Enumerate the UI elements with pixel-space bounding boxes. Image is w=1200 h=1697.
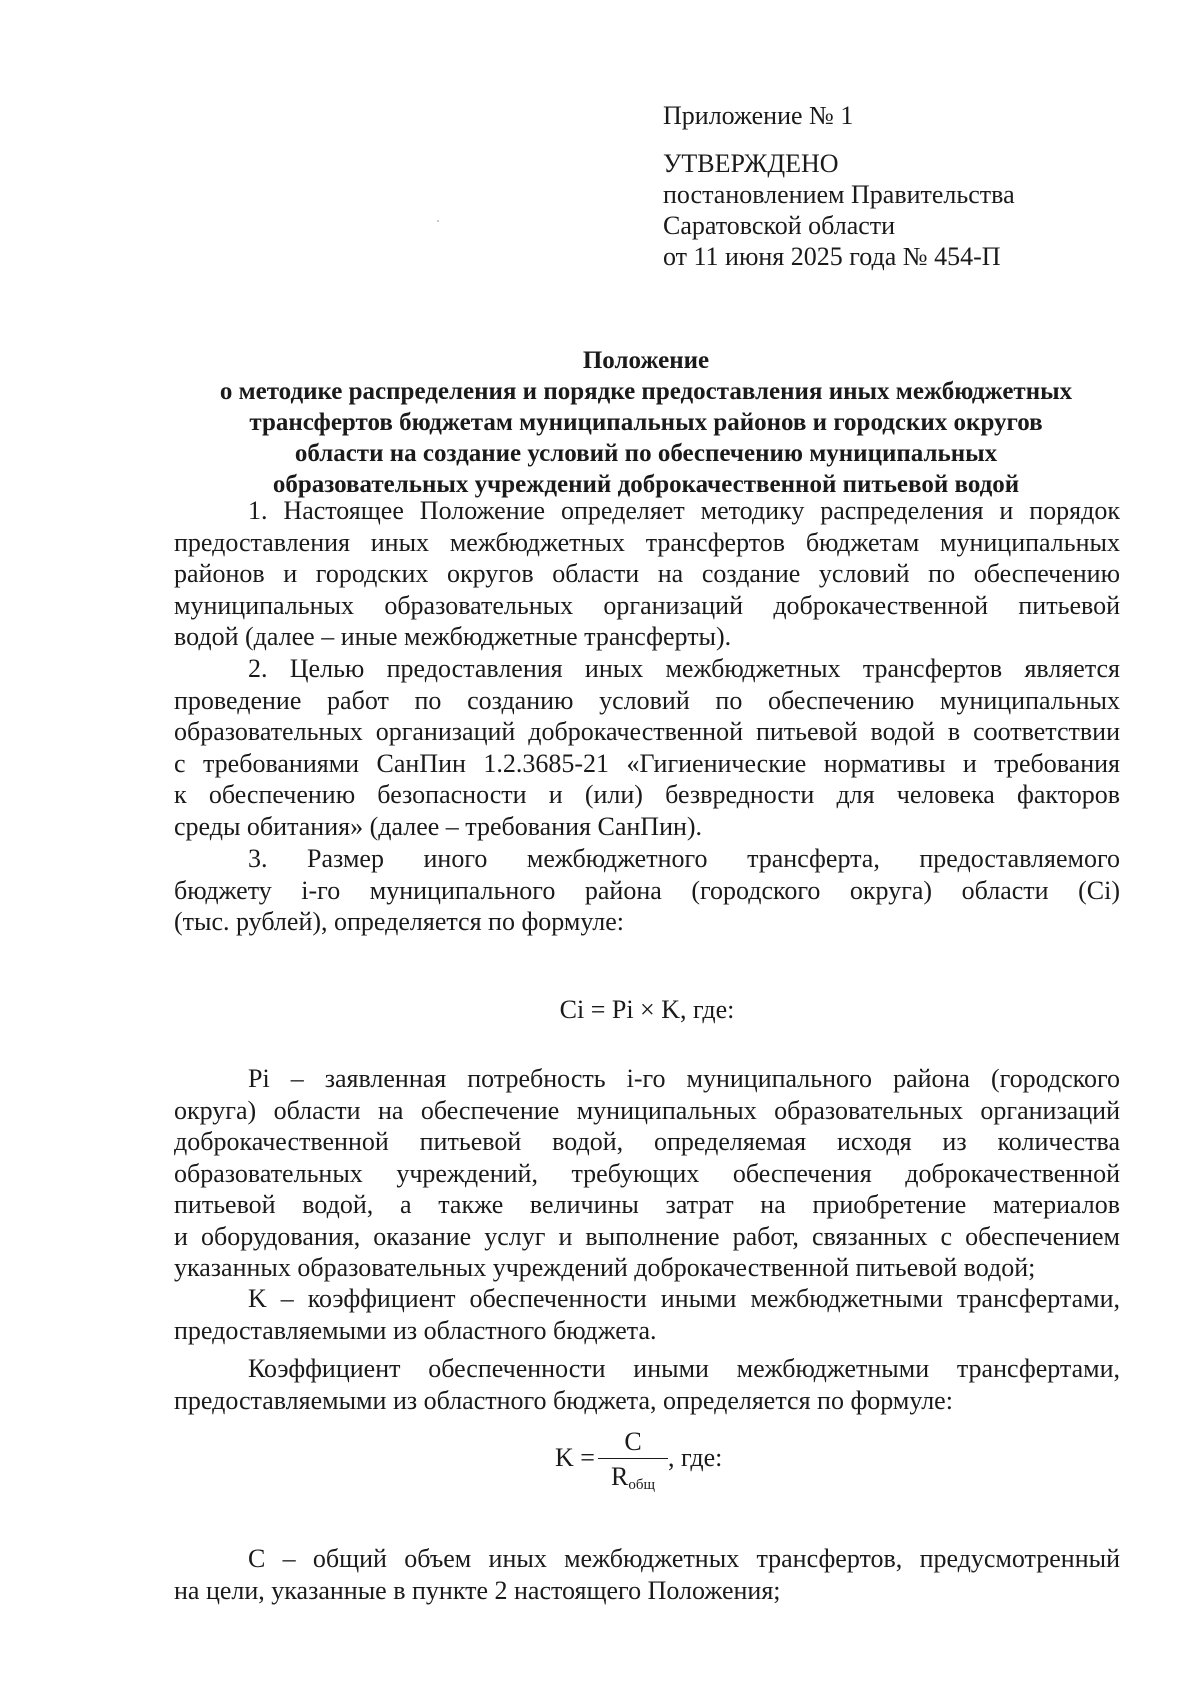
- title-line: области на создание условий по обеспечению муниципальных: [294, 440, 998, 467]
- formula-ci: Ci = Pi × K, где:: [559, 995, 735, 1024]
- approval-line-3: от 11 июня 2025 года № 454-П: [663, 242, 1001, 271]
- approval-block: [663, 100, 1015, 272]
- text-line: и оборудования, оказание услуг и выполнение работ, связанных с обеспечением: [174, 1221, 1120, 1251]
- formula-k-rhs: , где:: [668, 1443, 723, 1472]
- text-line: округа) области на обеспечение муниципальных образовательных организаций: [174, 1095, 1120, 1125]
- paragraph-coefficient: [174, 1353, 1120, 1416]
- title-heading: Положение: [582, 347, 710, 374]
- text-line: 2. Целью предоставления иных межбюджетных трансфертов является: [248, 654, 1120, 683]
- scan-speck: [437, 220, 439, 222]
- title-line: трансфертов бюджетам муниципальных районов и городских округов: [249, 409, 1043, 436]
- text-line: Коэффициент обеспеченности иными межбюджетными трансфертами,: [248, 1354, 1120, 1383]
- formula-k: [555, 1425, 795, 1495]
- text-line: указанных образовательных учреждений доброкачественной питьевой водой;: [174, 1253, 1036, 1282]
- text-line: доброкачественной питьевой водой, определяемая исходя из количества: [174, 1127, 1120, 1156]
- text-line: на цели, указанные в пункте 2 настоящего Положения;: [174, 1575, 781, 1605]
- text-line: Pi – заявленная потребность i-го муниципального района (городского: [248, 1064, 1120, 1093]
- title-line: образовательных учреждений доброкачественной питьевой водой: [272, 471, 1020, 498]
- text-line: к обеспечению безопасности и (или) безвредности для человека факторов: [174, 780, 1120, 809]
- paragraph-3: [174, 843, 1120, 938]
- paragraph-pi: [174, 1063, 1120, 1284]
- text-line: (тыс. рублей), определяется по формуле:: [174, 907, 624, 936]
- paragraph-1: [174, 495, 1120, 653]
- text-line: районов и городских округов области на создание условий по обеспечению: [174, 559, 1120, 588]
- text-line: 3. Размер иного межбюджетного трансферта, предоставляемого: [248, 844, 1120, 873]
- appendix-number: Приложение № 1: [663, 101, 854, 130]
- text-line: образовательных учреждений, требующих обеспечения доброкачественной: [174, 1158, 1120, 1188]
- text-line: бюджету i-го муниципального района (городского округа) области (Ci): [174, 875, 1120, 905]
- text-line: предоставляемыми из областного бюджета, определяется по формуле:: [174, 1385, 953, 1415]
- text-line: питьевой водой, а также величины затрат на приобретение материалов: [174, 1190, 1120, 1219]
- formula-k-numerator: C: [598, 1425, 668, 1459]
- text-line: C – общий объем иных межбюджетных трансфертов, предусмотренный: [248, 1544, 1120, 1573]
- approved-stamp: УТВЕРЖДЕНО: [663, 149, 839, 178]
- text-line: предоставляемыми из областного бюджета.: [174, 1315, 657, 1345]
- formula-k-fraction: [598, 1425, 668, 1493]
- paragraph-k: [174, 1283, 1120, 1346]
- text-line: с требованиями СанПин 1.2.3685-21 «Гигиенические нормативы и требования: [174, 748, 1120, 778]
- text-line: предоставления иных межбюджетных трансфертов бюджетам муниципальных: [174, 527, 1120, 557]
- document-title: [172, 345, 1120, 500]
- paragraph-c: [174, 1543, 1120, 1606]
- formula-k-denominator: [598, 1459, 668, 1493]
- text-line: K – коэффициент обеспеченности иными межбюджетными трансфертами,: [248, 1284, 1120, 1313]
- text-line: 1. Настоящее Положение определяет методику распределения и порядок: [248, 496, 1120, 525]
- denominator-subscript: общ: [628, 1477, 656, 1493]
- text-line: среды обитания» (далее – требования СанПин).: [174, 811, 703, 841]
- paragraph-2: [174, 653, 1120, 842]
- formula-k-lhs: K =: [555, 1443, 595, 1472]
- title-line: о методике распределения и порядке предоставления иных межбюджетных: [219, 378, 1073, 405]
- text-line: проведение работ по созданию условий по обеспечению муниципальных: [174, 685, 1120, 715]
- text-line: образовательных организаций доброкачественной питьевой водой в соответствии: [174, 717, 1120, 746]
- text-line: муниципальных образовательных организаций доброкачественной питьевой: [174, 590, 1120, 620]
- text-line: водой (далее – иные межбюджетные трансферты).: [174, 622, 732, 651]
- denominator-base: R: [610, 1462, 629, 1491]
- approval-line-1: постановлением Правительства: [663, 180, 1015, 209]
- approval-line-2: Саратовской области: [663, 211, 896, 240]
